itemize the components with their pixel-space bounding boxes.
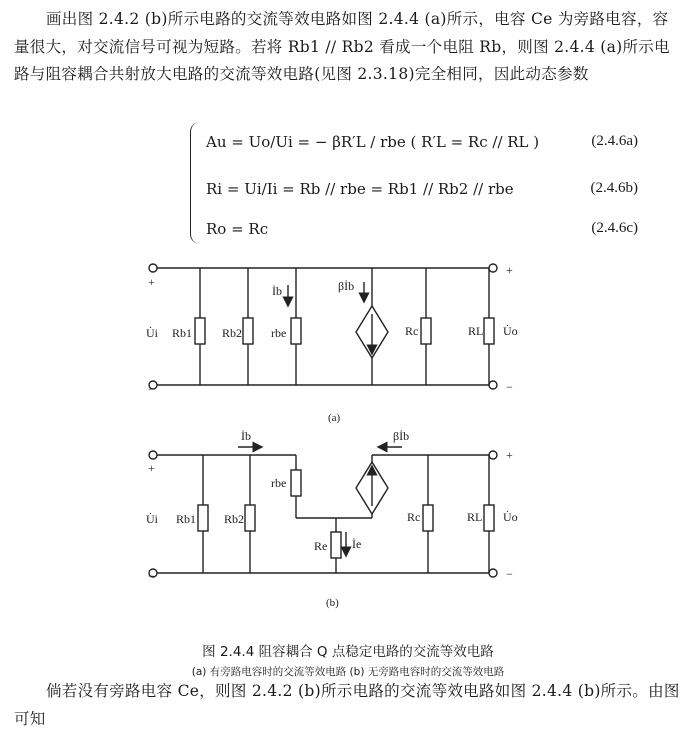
b-rb2-resistor xyxy=(245,505,255,531)
b-rb1-resistor xyxy=(198,505,208,531)
paragraph-intro: 画出图 2.4.2 (b)所示电路的交流等效电路如图 2.4.4 (a)所示，电容 Ce 为旁路电容，容量很大，对交流信号可视为短路。若将 Rb1 // Rb2 看成一个电阻 Rb，则图 2.4.4 (a)所示电路与阻容耦合共射放大电路的交流等效电路(见图 2.3.18)完全相同，因此动态参数 xyxy=(14,10,670,83)
b-minus-right: − xyxy=(506,567,513,581)
a-minus-right: − xyxy=(506,380,513,394)
equation-input-resistance: Ri = Ui/Ii = Rb // rbe = Rb1 // Rb2 // rbe xyxy=(206,180,514,198)
a-rl-label: RL xyxy=(468,324,484,338)
b-rc-resistor xyxy=(423,505,433,531)
a-rbe-resistor xyxy=(291,318,301,344)
equation-output-resistance: Ro = Rc xyxy=(206,220,269,238)
figure-subcaption: (a) 有旁路电容时的交流等效电路 (b) 无旁路电容时的交流等效电路 xyxy=(191,666,505,678)
paragraph-followup: 倘若没有旁路电容 Ce，则图 2.4.2 (b)所示电路的交流等效电路如图 2.4.4 (b)所示。由图可知 xyxy=(14,682,680,728)
a-rb2-resistor xyxy=(243,318,253,344)
a-uo-label: U̇o xyxy=(503,324,518,338)
b-rl-label: RL xyxy=(467,510,483,524)
a-rb1-resistor xyxy=(195,318,205,344)
equation-number-b: (2.4.6b) xyxy=(590,180,638,196)
b-ie-label: İe xyxy=(352,537,362,551)
b-rbe-resistor xyxy=(291,470,301,496)
b-rl-resistor xyxy=(484,505,494,531)
a-input-terminal-top xyxy=(149,264,157,272)
b-re-resistor xyxy=(331,532,341,558)
b-uo-label: U̇o xyxy=(503,510,518,524)
a-source-label: βİb xyxy=(338,279,355,293)
b-figure-label: (b) xyxy=(326,597,339,609)
b-source-label: βİb xyxy=(393,429,410,443)
b-ib-label: İb xyxy=(241,429,251,443)
a-rc-label: Rc xyxy=(405,324,419,338)
a-rc-resistor xyxy=(421,318,431,344)
circuit-a xyxy=(149,264,497,389)
equation-number-a: (2.4.6a) xyxy=(591,133,638,149)
a-plus-right: + xyxy=(506,263,513,277)
a-rl-resistor xyxy=(484,318,494,344)
b-rb2-label: Rb2 xyxy=(224,512,245,526)
b-re-label: Re xyxy=(314,539,328,553)
b-plus-left: + xyxy=(148,461,155,475)
a-figure-label: (a) xyxy=(328,412,341,424)
figure-caption: 图 2.4.4 阻容耦合 Q 点稳定电路的交流等效电路 xyxy=(202,644,494,660)
a-rbe-label: rbe xyxy=(271,326,287,340)
a-minus-left: − xyxy=(148,382,155,396)
a-rb1-label: Rb1 xyxy=(172,326,193,340)
b-rbe-label: rbe xyxy=(271,476,287,490)
circuit-b xyxy=(149,447,497,577)
a-ui-label: U̇i xyxy=(146,326,158,340)
a-rb2-label: Rb2 xyxy=(222,326,243,340)
a-output-terminal-bottom xyxy=(489,381,497,389)
equation-number-c: (2.4.6c) xyxy=(591,220,638,236)
b-plus-right: + xyxy=(506,448,513,462)
b-rb1-label: Rb1 xyxy=(176,512,197,526)
equation-voltage-gain: Au = Uo/Ui = − βR′L / rbe ( R′L = Rc // RL ) xyxy=(206,133,540,151)
b-minus-left: − xyxy=(148,569,155,583)
b-rc-label: Rc xyxy=(407,510,421,524)
a-output-terminal-top xyxy=(489,264,497,272)
b-ui-label: U̇i xyxy=(146,512,158,526)
a-plus-left: + xyxy=(148,275,155,289)
a-ib-label: İb xyxy=(272,284,282,298)
